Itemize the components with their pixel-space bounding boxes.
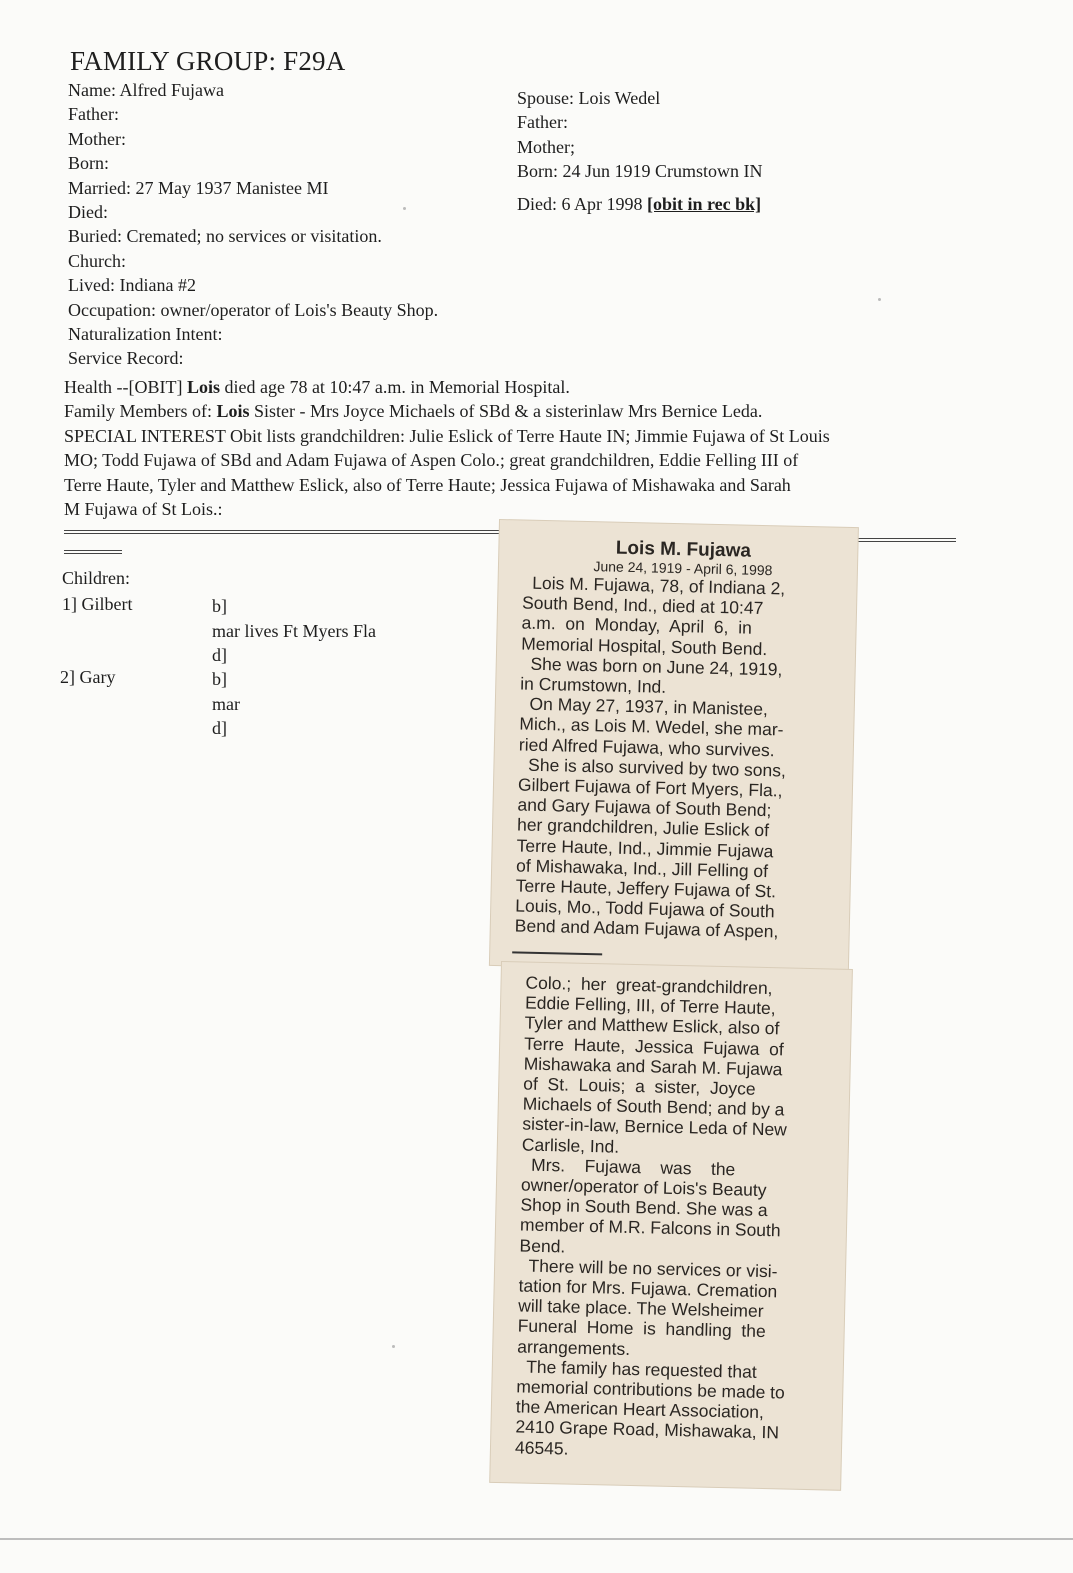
obituary-text-line: arrangements. (517, 1336, 631, 1359)
obituary-text-line: will take place. The Welsheimer (517, 1295, 764, 1322)
husband-service: Service Record: (68, 348, 184, 369)
obituary-text-line: memorial contributions be made to (516, 1376, 785, 1403)
obituary-text-line: She is also survived by two sons, (518, 754, 787, 781)
page-bottom-edge (0, 1538, 1073, 1540)
special-interest-line: Terre Haute, Tyler and Matthew Eslick, also of Terre Haute; Jessica Fujawa of Mishawaka and Sarah (64, 474, 791, 495)
scan-speck (403, 207, 406, 210)
obituary-text-line: The family has requested that (516, 1356, 757, 1382)
family-members-line (64, 399, 830, 423)
child-1-born: b] (212, 596, 227, 616)
obituary-text-line: 2410 Grape Road, Mishawaka, IN (515, 1416, 780, 1443)
obituary-dates: June 24, 1919 - April 6, 1998 (593, 558, 773, 579)
obituary-text-line: member of M.R. Falcons in South (519, 1214, 781, 1241)
obituary-text-line: Louis, Mo., Todd Fujawa of South (515, 895, 775, 922)
health-label: Health --[OBIT] (64, 377, 187, 397)
spouse-died: Died: 6 Apr 1998 (517, 193, 647, 214)
husband-occupation: Occupation: owner/operator of Lois's Beauty Shop. (68, 299, 439, 320)
page-title: FAMILY GROUP: F29A (70, 46, 346, 76)
health-text: died age 78 at 10:47 a.m. in Memorial Hospital. (219, 377, 570, 397)
husband-born: Born: (68, 153, 110, 174)
obituary-text-line: and Gary Fujawa of South Bend; (517, 794, 772, 821)
obituary-text-line: of Mishawaka, Ind., Jill Felling of (515, 855, 769, 882)
special-interest-line: SPECIAL INTEREST Obit lists grandchildren: Julie Eslick of Terre Haute IN; Jimmie Fujawa of St Louis (64, 425, 830, 446)
obituary-text-line: Terre Haute, Jessica Fujawa of (523, 1033, 785, 1060)
obituary-text-line: the American Heart Association, (515, 1396, 765, 1423)
obituary-text-line: ried Alfred Fujawa, who survives. (518, 734, 775, 760)
family-label: Family Members of: (64, 401, 217, 422)
child-2-married: mar (212, 694, 240, 714)
obit-reference-link[interactable]: [obit in rec bk] (647, 193, 762, 214)
obituary-text-line: Lois M. Fujawa, 78, of Indiana 2, (522, 572, 786, 599)
clipping-divider (512, 951, 602, 955)
obituary-text-line: Gilbert Fujawa of Fort Myers, Fla., (517, 774, 783, 801)
spouse-mother: Mother; (517, 136, 575, 157)
special-interest-line: M Fujawa of St Lois.: (64, 499, 223, 520)
obituary-text-line: Mich., as Lois M. Wedel, she mar- (519, 713, 784, 740)
spouse-died-line (517, 192, 763, 216)
child-1-married: mar lives Ft Myers Fla (212, 621, 376, 641)
notes-section (64, 375, 830, 521)
obituary-clipping-part2 (490, 962, 852, 1490)
obituary-text-line: her grandchildren, Julie Eslick of (516, 814, 770, 841)
husband-married: Married: 27 May 1937 Manistee MI (68, 177, 329, 198)
obituary-text-line: a.m. on Monday, April 6, in (521, 612, 753, 639)
scan-speck (878, 298, 881, 301)
obituary-text-line: 46545. (514, 1437, 569, 1459)
section-divider (64, 530, 536, 534)
obituary-text-line: in Crumstown, Ind. (520, 673, 667, 697)
obituary-text-line: Bend. (519, 1235, 566, 1257)
obituary-text-line: South Bend, Ind., died at 10:47 (521, 592, 764, 619)
obituary-clipping-part1 (490, 520, 858, 973)
husband-naturalization: Naturalization Intent: (68, 323, 223, 344)
husband-church: Church: (68, 250, 126, 271)
obituary-text-line: tation for Mrs. Fujawa. Cremation (518, 1275, 778, 1302)
obituary-text-line: Funeral Home is handling the (517, 1315, 766, 1342)
obituary-text-line: Colo.; her great-grandchildren, (525, 972, 773, 999)
obituary-text-line: Eddie Felling, III, of Terre Haute, (524, 992, 776, 1019)
section-divider (856, 538, 956, 542)
health-line (64, 375, 830, 399)
children-label: Children: (62, 568, 130, 588)
obituary-text-line: There will be no services or visi- (518, 1255, 778, 1282)
family-name: Lois (216, 401, 250, 422)
child-2-name: 2] Gary (60, 667, 116, 687)
obituary-text-line: Terre Haute, Ind., Jimmie Fujawa (516, 835, 774, 861)
husband-mother: Mother: (68, 128, 126, 149)
husband-section (68, 78, 438, 371)
obituary-text-line: of St. Louis; a sister, Joyce (523, 1073, 756, 1099)
child-2-born: b] (212, 669, 227, 689)
spouse-name: Spouse: Lois Wedel (517, 88, 661, 108)
special-interest-line: MO; Todd Fujawa of SBd and Adam Fujawa of Aspen Colo.; great grandchildren, Eddie Felling III of (64, 450, 799, 471)
obituary-text-line: Memorial Hospital, South Bend. (520, 633, 768, 659)
spouse-father: Father: (517, 112, 568, 133)
family-text: Sister - Mrs Joyce Michaels of SBd & a sisterinlaw Mrs Bernice Leda. (249, 401, 763, 422)
obituary-text-line: Michaels of South Bend; and by a (522, 1093, 785, 1120)
spouse-section (517, 86, 763, 216)
obituary-text-line: Terre Haute, Jeffery Fujawa of St. (515, 875, 777, 902)
scan-speck (392, 1345, 395, 1348)
obituary-text-line: Mishawaka and Sarah M. Fujawa (523, 1053, 783, 1080)
obituary-text-line: Shop in South Bend. She was a (520, 1194, 768, 1221)
obituary-text-line: owner/operator of Lois's Beauty (520, 1174, 767, 1201)
obituary-text-line: She was born on June 24, 1919, (520, 653, 783, 680)
obituary-text-line: Carlisle, Ind. (521, 1134, 620, 1157)
health-name: Lois (186, 377, 220, 397)
obituary-text-line: On May 27, 1937, in Manistee, (519, 693, 769, 720)
husband-lived: Lived: Indiana #2 (68, 275, 196, 296)
husband-name: Name: Alfred Fujawa (68, 80, 224, 100)
child-1-died: d] (212, 645, 227, 665)
obituary-text-line: Tyler and Matthew Eslick, also of (524, 1012, 780, 1039)
obituary-text-line: sister-in-law, Bernice Leda of New (522, 1113, 788, 1140)
child-1-name: 1] Gilbert (62, 594, 133, 614)
obituary-name: Lois M. Fujawa (615, 537, 752, 562)
husband-father: Father: (68, 104, 119, 125)
husband-died: Died: (68, 201, 108, 222)
husband-buried: Buried: Cremated; no services or visitation. (68, 226, 382, 247)
child-2-died: d] (212, 718, 227, 738)
short-divider (64, 550, 122, 554)
spouse-born: Born: 24 Jun 1919 Crumstown IN (517, 161, 763, 182)
obituary-text-line: Mrs. Fujawa was the (521, 1154, 736, 1180)
obituary-text-line: Bend and Adam Fujawa of Aspen, (514, 915, 779, 942)
